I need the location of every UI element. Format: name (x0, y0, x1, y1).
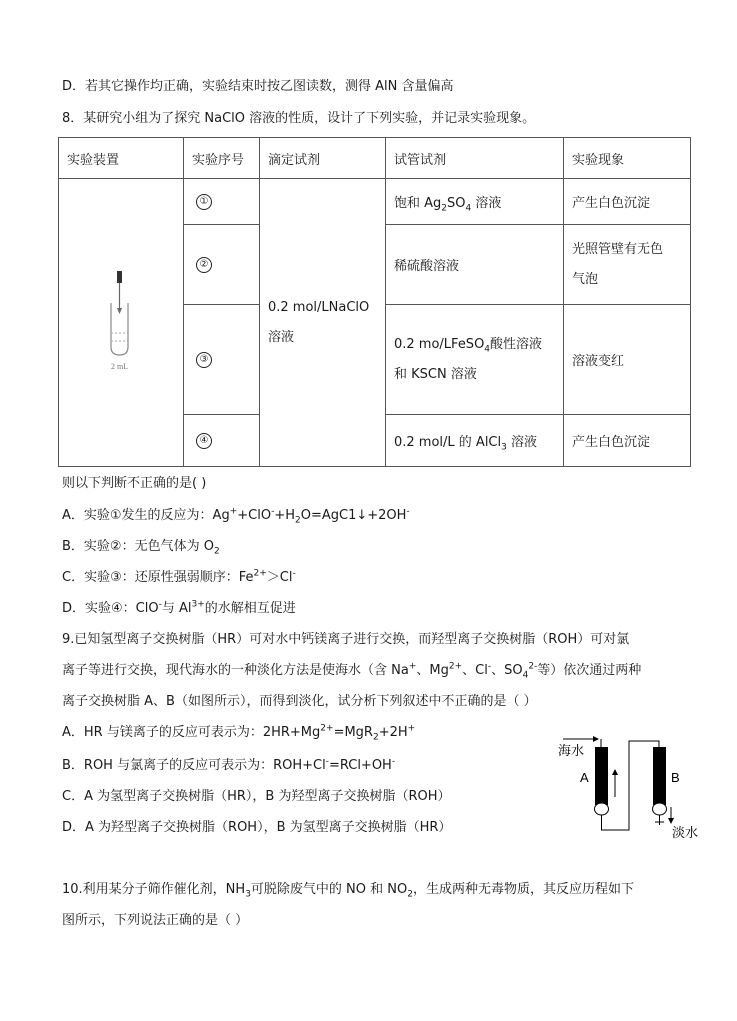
question-8-prompt: 则以下判断不正确的是( ) (62, 476, 207, 491)
tube-reagent: 0.2 mo/LFeSO$_4$酸性溶液 和 KSCN 溶液 (386, 305, 564, 415)
apparatus-cell (59, 179, 184, 467)
freshwater-label: 淡水 (672, 826, 699, 841)
row-number: ② (184, 225, 260, 305)
label-b: B (671, 770, 680, 785)
option-d-previous: D．若其它操作均正确，实验结束时按乙图读数，测得 AlN 含量偏高 (62, 79, 454, 94)
q9-option-d: D．A 为羟型离子交换树脂（ROH），B 为氢型离子交换树脂（HR） (62, 820, 452, 835)
tube-reagent: 0.2 mol/L 的 AlCl$_3$ 溶液 (386, 415, 564, 467)
volume-label: 2 mL (110, 361, 129, 371)
header-number: 实验序号 (184, 138, 260, 179)
header-apparatus: 实验装置 (59, 138, 184, 179)
row-number: ① (184, 179, 260, 225)
titrant-cell: 0.2 mol/LNaClO 溶液 (260, 179, 386, 467)
phenomenon: 产生白色沉淀 (564, 179, 691, 225)
label-a: A (580, 770, 589, 785)
q8-option-c: C．实验③：还原性强弱顺序：$Fe^{2+}>Cl^-$ (62, 568, 296, 585)
table-row (59, 179, 691, 225)
connecting-tube (602, 741, 660, 830)
q9-option-a: A．HR 与镁离子的反应可表示为：$2HR+Mg^{2+}=MgR_2+2H^+$ (62, 723, 416, 743)
question-9-line-2: 离子等进行交换，现代海水的一种淡化方法是使海水（含 Na+、$Mg^{2+}$、Cl-、$SO_4^{2-}$等）依次通过两种 (62, 661, 642, 681)
question-9-line-1: 9.已知氢型离子交换树脂（HR）可对水中钙镁离子进行交换，而羟型离子交换树脂（ROH）可对氯 (62, 632, 630, 647)
row-number: ④ (184, 415, 260, 467)
header-phenomenon: 实验现象 (564, 138, 691, 179)
column-b (653, 747, 666, 805)
row-number: ③ (184, 305, 260, 415)
q8-option-d: D．实验④：ClO-与 $Al^{3+}$的水解相互促进 (62, 599, 296, 616)
test-tube-icon (91, 261, 151, 381)
phenomenon: 溶液变红 (564, 305, 691, 415)
tube-reagent: 饱和 $Ag_2SO_4$ 溶液 (386, 179, 564, 225)
column-a (595, 747, 608, 805)
q8-option-a: A．实验①发生的反应为：$Ag^++ClO^-+H_2O=AgC1↓+2OH^-$ (62, 506, 410, 526)
q8-option-b: B．实验②：无色气体为 $O_2$ (62, 539, 220, 557)
question-9-line-3: 离子交换树脂 A、B（如图所示），而得到淡化，试分析下列叙述中不正确的是（ ） (62, 694, 537, 709)
q9-option-c: C．A 为氢型离子交换树脂（HR），B 为羟型离子交换树脂（ROH） (62, 789, 451, 804)
experiment-table (58, 137, 691, 467)
q9-option-b: B．ROH 与氯离子的反应可表示为：ROH+Cl-=RCl+OH- (62, 756, 396, 773)
header-titrant: 滴定试剂 (260, 138, 386, 179)
seawater-label: 海水 (558, 744, 585, 759)
ion-exchange-diagram (553, 727, 713, 847)
table-header-row (59, 138, 691, 179)
header-tube-reagent: 试管试剂 (386, 138, 564, 179)
question-10-line-2: 图所示，下列说法正确的是（ ） (62, 913, 249, 928)
question-8-stem: 8．某研究小组为了探究 NaClO 溶液的性质，设计了下列实验，并记录实验现象。 (62, 111, 536, 126)
question-10-line-1: 10.利用某分子筛作催化剂，$NH_3$可脱除废气中的 NO 和 $NO_2$，生成两种无毒物质，其反应历程如下 (62, 882, 634, 900)
phenomenon: 产生白色沉淀 (564, 415, 691, 467)
tube-reagent: 稀硫酸溶液 (386, 225, 564, 305)
phenomenon: 光照管壁有无色 气泡 (564, 225, 691, 305)
